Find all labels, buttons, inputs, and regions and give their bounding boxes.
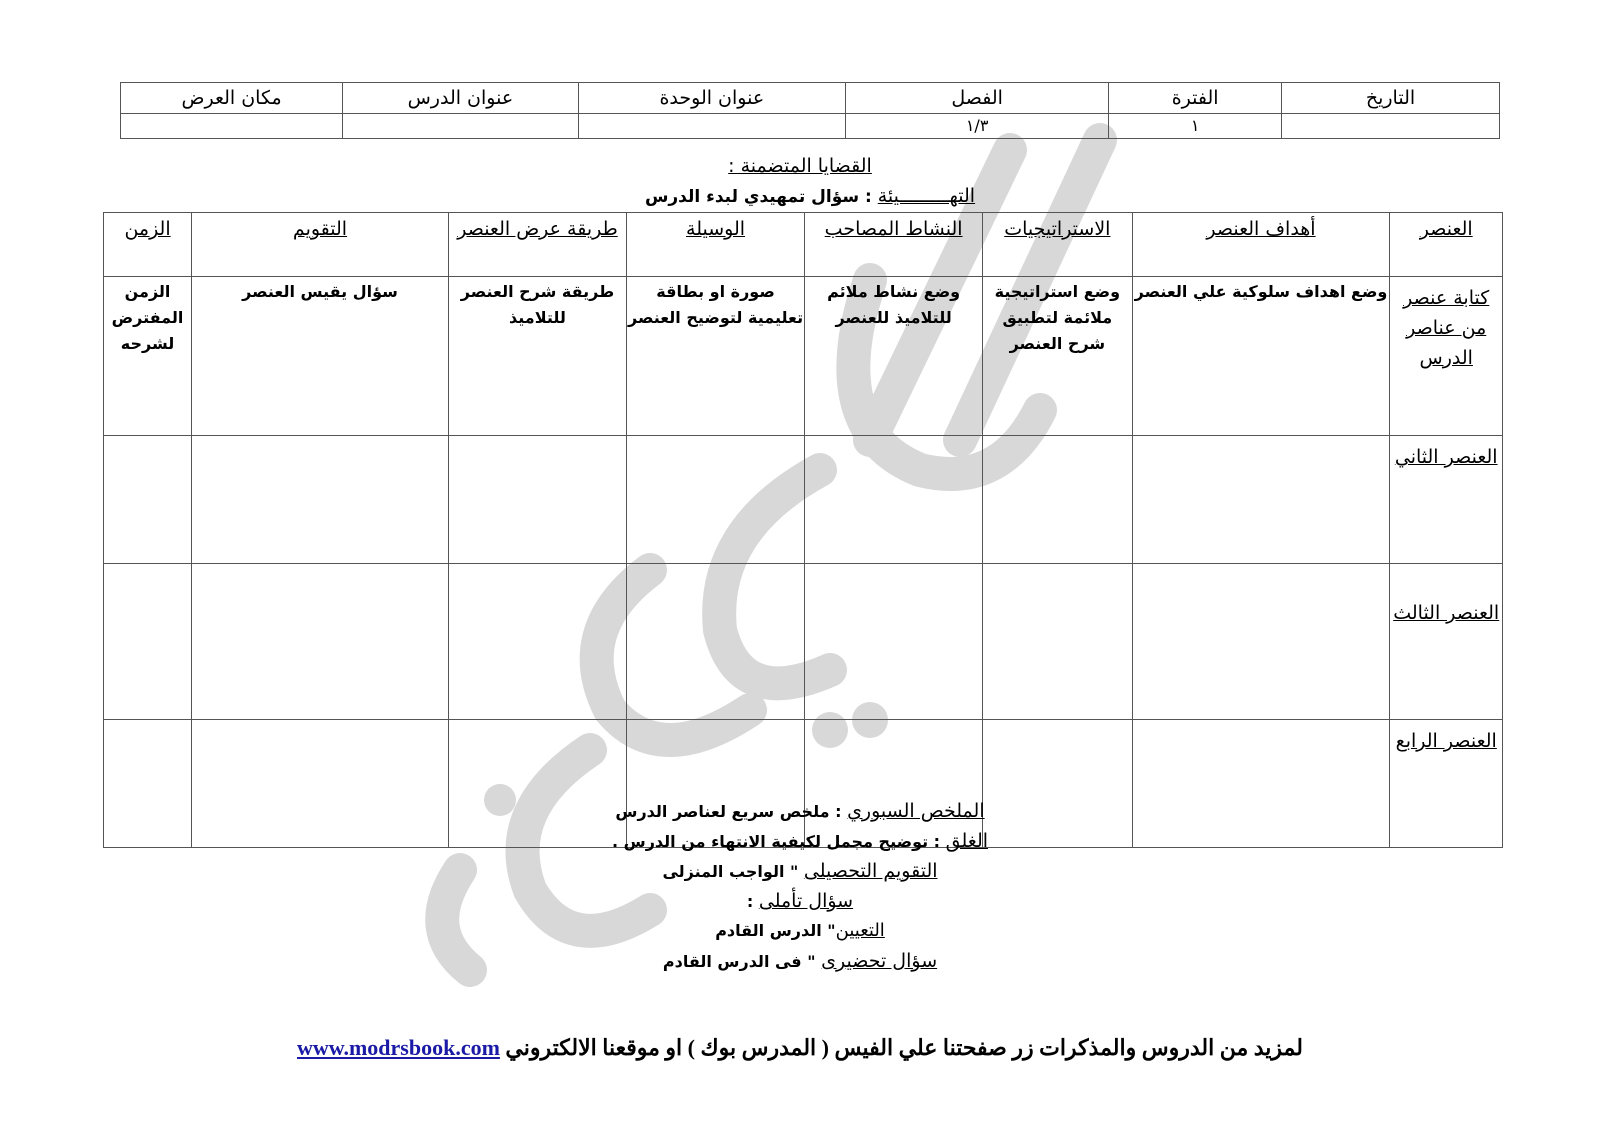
empty-cell[interactable] <box>805 564 983 720</box>
value-class[interactable]: ١/٣ <box>846 114 1109 139</box>
goals-cell[interactable]: وضع اهداف سلوكية علي العنصر <box>1132 277 1390 436</box>
closing-line <box>0 830 1600 852</box>
header-date: التاريخ <box>1282 83 1500 114</box>
reflective-label: سؤال تأملى <box>758 890 854 912</box>
table-row <box>104 564 1503 720</box>
col-activity: النشاط المصاحب <box>805 213 983 277</box>
lesson-plan-table <box>103 212 1503 848</box>
prep-label: سؤال تحضيرى <box>821 950 938 972</box>
closing-text: : توضيح مجمل لكيفية الانتهاء من الدرس . <box>611 832 946 851</box>
element-4-cell[interactable]: العنصر الرابع <box>1390 720 1503 848</box>
header-class: الفصل <box>846 83 1109 114</box>
element-3-cell[interactable]: العنصر الثالث <box>1390 564 1503 720</box>
col-element: العنصر <box>1390 213 1503 277</box>
col-time: الزمن <box>104 213 192 277</box>
method-cell[interactable]: طريقة شرح العنصر للتلاميذ <box>448 277 626 436</box>
prep-text: " فى الدرس القادم <box>662 952 822 971</box>
empty-cell[interactable] <box>805 720 983 848</box>
footer <box>0 1035 1600 1061</box>
col-method: طريقة عرض العنصر <box>448 213 626 277</box>
summary-line <box>0 800 1600 822</box>
header-lesson-title: عنوان الدرس <box>343 83 578 114</box>
col-strategies: الاستراتيجيات <box>983 213 1132 277</box>
warmup-text: سؤال تمهيدي لبدء الدرس <box>644 187 860 207</box>
value-period[interactable]: ١ <box>1109 114 1282 139</box>
header-period: الفترة <box>1109 83 1282 114</box>
value-lesson-title[interactable] <box>343 114 578 139</box>
empty-cell[interactable] <box>192 564 449 720</box>
empty-cell[interactable] <box>983 564 1132 720</box>
empty-cell[interactable] <box>448 564 626 720</box>
empty-cell[interactable] <box>983 720 1132 848</box>
empty-cell[interactable] <box>1132 720 1390 848</box>
element-2-cell[interactable]: العنصر الثاني <box>1390 436 1503 564</box>
activity-cell[interactable]: وضع نشاط ملائم للتلاميذ للعنصر <box>805 277 983 436</box>
footer-text: لمزيد من الدروس والمذكرات زر صفحتنا علي الفيس ( المدرس بوك ) او موقعنا الالكتروني <box>499 1035 1303 1060</box>
value-unit-title[interactable] <box>578 114 845 139</box>
empty-cell[interactable] <box>983 436 1132 564</box>
col-means: الوسيلة <box>627 213 805 277</box>
warmup-line: التهـــــــــيئة : سؤال تمهيدي لبدء الدرس <box>644 185 976 207</box>
empty-cell[interactable] <box>192 436 449 564</box>
element-1-cell[interactable]: كتابة عنصر من عناصر الدرس <box>1390 277 1503 436</box>
time-cell[interactable]: الزمن المفترض لشرحه <box>104 277 192 436</box>
empty-cell[interactable] <box>1132 564 1390 720</box>
strategies-cell[interactable]: وضع استراتيجية ملائمة لتطبيق شرح العنصر <box>983 277 1132 436</box>
empty-cell[interactable] <box>104 436 192 564</box>
assignment-line <box>0 920 1600 941</box>
empty-cell[interactable] <box>627 720 805 848</box>
empty-cell[interactable] <box>104 720 192 848</box>
empty-cell[interactable] <box>1132 436 1390 564</box>
lesson-info-table <box>120 82 1500 139</box>
table-row <box>104 436 1503 564</box>
achievement-text: " الواجب المنزلى <box>662 862 804 881</box>
summary-text: : ملخص سريع لعناصر الدرس <box>615 802 848 821</box>
reflective-line <box>0 890 1600 912</box>
means-cell[interactable]: صورة او بطاقة تعليمية لتوضيح العنصر <box>627 277 805 436</box>
header-unit-title: عنوان الوحدة <box>578 83 845 114</box>
empty-cell[interactable] <box>448 720 626 848</box>
col-evaluation: التقويم <box>192 213 449 277</box>
issues-heading: القضايا المتضمنة : <box>728 155 872 177</box>
empty-cell[interactable] <box>104 564 192 720</box>
achievement-line <box>0 860 1600 882</box>
header-venue: مكان العرض <box>121 83 343 114</box>
reflective-text: : <box>746 892 759 911</box>
empty-cell[interactable] <box>448 436 626 564</box>
achievement-label: التقويم التحصيلى <box>803 860 938 882</box>
table-row <box>104 720 1503 848</box>
empty-cell[interactable] <box>192 720 449 848</box>
website-link[interactable]: www.modrsbook.com <box>297 1035 500 1060</box>
evaluation-cell[interactable]: سؤال يقيس العنصر <box>192 277 449 436</box>
warmup-label: التهـــــــــيئة <box>877 185 976 207</box>
assignment-label: التعيين <box>835 920 885 941</box>
empty-cell[interactable] <box>627 436 805 564</box>
empty-cell[interactable] <box>805 436 983 564</box>
col-goals: أهداف العنصر <box>1132 213 1390 277</box>
value-venue[interactable] <box>121 114 343 139</box>
assignment-text: " الدرس القادم <box>715 921 836 940</box>
empty-cell[interactable] <box>627 564 805 720</box>
value-date[interactable] <box>1282 114 1500 139</box>
closing-label: الغلق <box>945 830 989 852</box>
table-row <box>104 277 1503 436</box>
prep-line <box>0 950 1600 972</box>
summary-label: الملخص السبوري <box>847 800 985 822</box>
